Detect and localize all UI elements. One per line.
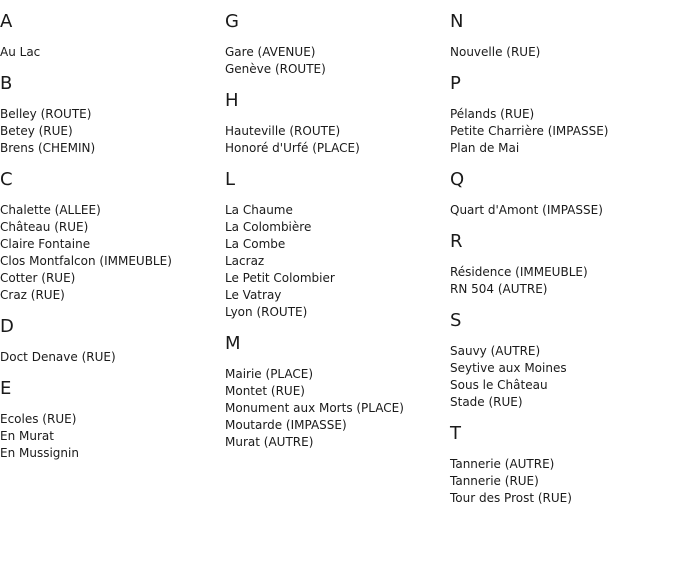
letter-group xyxy=(450,422,670,507)
street-list xyxy=(225,123,445,157)
index-column xyxy=(450,10,670,518)
letter-heading: Q xyxy=(450,169,465,190)
street-link[interactable]: En Murat xyxy=(0,429,54,443)
street-link[interactable]: Moutarde (IMPASSE) xyxy=(225,418,347,432)
letter-heading: N xyxy=(450,11,464,32)
street-list xyxy=(450,264,670,298)
street-list xyxy=(225,202,445,321)
street-link[interactable]: RN 504 (AUTRE) xyxy=(450,282,548,296)
index-column xyxy=(0,10,220,473)
street-link[interactable]: Le Petit Colombier xyxy=(225,271,335,285)
street-list xyxy=(450,343,670,411)
letter-group xyxy=(225,10,445,78)
street-list xyxy=(450,202,670,219)
letter-heading: R xyxy=(450,231,463,252)
street-list xyxy=(0,44,220,61)
street-link[interactable]: La Colombière xyxy=(225,220,312,234)
street-link[interactable]: Seytive aux Moines xyxy=(450,361,567,375)
street-link[interactable]: La Combe xyxy=(225,237,286,251)
street-link[interactable]: Cotter (RUE) xyxy=(0,271,76,285)
street-link[interactable]: Doct Denave (RUE) xyxy=(0,350,116,364)
street-link[interactable]: Murat (AUTRE) xyxy=(225,435,314,449)
street-link[interactable]: Petite Charrière (IMPASSE) xyxy=(450,124,609,138)
letter-group xyxy=(450,10,670,61)
street-link[interactable]: Plan de Mai xyxy=(450,141,520,155)
street-link[interactable]: Clos Montfalcon (IMMEUBLE) xyxy=(0,254,172,268)
street-list xyxy=(225,44,445,78)
letter-heading: B xyxy=(0,73,13,94)
street-link[interactable]: Gare (AVENUE) xyxy=(225,45,316,59)
street-link[interactable]: En Mussignin xyxy=(0,446,79,460)
letter-heading: A xyxy=(0,11,13,32)
letter-heading: E xyxy=(0,378,12,399)
letter-group xyxy=(450,168,670,219)
letter-heading: D xyxy=(0,316,14,337)
street-link[interactable]: Quart d'Amont (IMPASSE) xyxy=(450,203,603,217)
letter-group xyxy=(0,10,220,61)
street-link[interactable]: Nouvelle (RUE) xyxy=(450,45,541,59)
street-link[interactable]: Stade (RUE) xyxy=(450,395,523,409)
letter-heading: P xyxy=(450,73,461,94)
street-link[interactable]: Belley (ROUTE) xyxy=(0,107,92,121)
letter-heading: T xyxy=(450,423,461,444)
street-link[interactable]: Honoré d'Urfé (PLACE) xyxy=(225,141,360,155)
street-list xyxy=(450,44,670,61)
street-link[interactable]: Ecoles (RUE) xyxy=(0,412,77,426)
letter-group xyxy=(225,332,445,451)
letter-group xyxy=(450,230,670,298)
letter-group xyxy=(0,315,220,366)
letter-group xyxy=(225,89,445,157)
street-link[interactable]: Lyon (ROUTE) xyxy=(225,305,308,319)
street-link[interactable]: Le Vatray xyxy=(225,288,282,302)
street-link[interactable]: Chalette (ALLEE) xyxy=(0,203,101,217)
street-link[interactable]: Craz (RUE) xyxy=(0,288,65,302)
street-link[interactable]: Tour des Prost (RUE) xyxy=(450,491,572,505)
street-link[interactable]: Pélands (RUE) xyxy=(450,107,535,121)
letter-heading: H xyxy=(225,90,239,111)
letter-group xyxy=(225,168,445,321)
street-link[interactable]: Sous le Château xyxy=(450,378,548,392)
letter-group xyxy=(450,72,670,157)
letter-group xyxy=(0,377,220,462)
street-link[interactable]: Genève (ROUTE) xyxy=(225,62,326,76)
street-link[interactable]: Château (RUE) xyxy=(0,220,89,234)
street-link[interactable]: Monument aux Morts (PLACE) xyxy=(225,401,404,415)
street-list xyxy=(450,456,670,507)
street-link[interactable]: Brens (CHEMIN) xyxy=(0,141,96,155)
letter-heading: M xyxy=(225,333,241,354)
street-link[interactable]: Tannerie (AUTRE) xyxy=(450,457,555,471)
index-column xyxy=(225,10,445,462)
street-list xyxy=(225,366,445,451)
letter-group xyxy=(0,168,220,304)
letter-heading: G xyxy=(225,11,239,32)
street-link[interactable]: Hauteville (ROUTE) xyxy=(225,124,341,138)
street-list xyxy=(0,411,220,462)
letter-heading: L xyxy=(225,169,236,190)
street-link[interactable]: Betey (RUE) xyxy=(0,124,73,138)
letter-heading: C xyxy=(0,169,13,190)
street-link[interactable]: Résidence (IMMEUBLE) xyxy=(450,265,588,279)
letter-heading: S xyxy=(450,310,462,331)
street-list xyxy=(0,106,220,157)
street-list xyxy=(0,349,220,366)
street-link[interactable]: Lacraz xyxy=(225,254,265,268)
street-link[interactable]: Sauvy (AUTRE) xyxy=(450,344,541,358)
letter-group xyxy=(450,309,670,411)
street-link[interactable]: La Chaume xyxy=(225,203,293,217)
street-link[interactable]: Mairie (PLACE) xyxy=(225,367,314,381)
street-link[interactable]: Au Lac xyxy=(0,45,41,59)
street-link[interactable]: Montet (RUE) xyxy=(225,384,305,398)
street-list xyxy=(0,202,220,304)
letter-group xyxy=(0,72,220,157)
street-link[interactable]: Tannerie (RUE) xyxy=(450,474,539,488)
street-link[interactable]: Claire Fontaine xyxy=(0,237,91,251)
street-list xyxy=(450,106,670,157)
